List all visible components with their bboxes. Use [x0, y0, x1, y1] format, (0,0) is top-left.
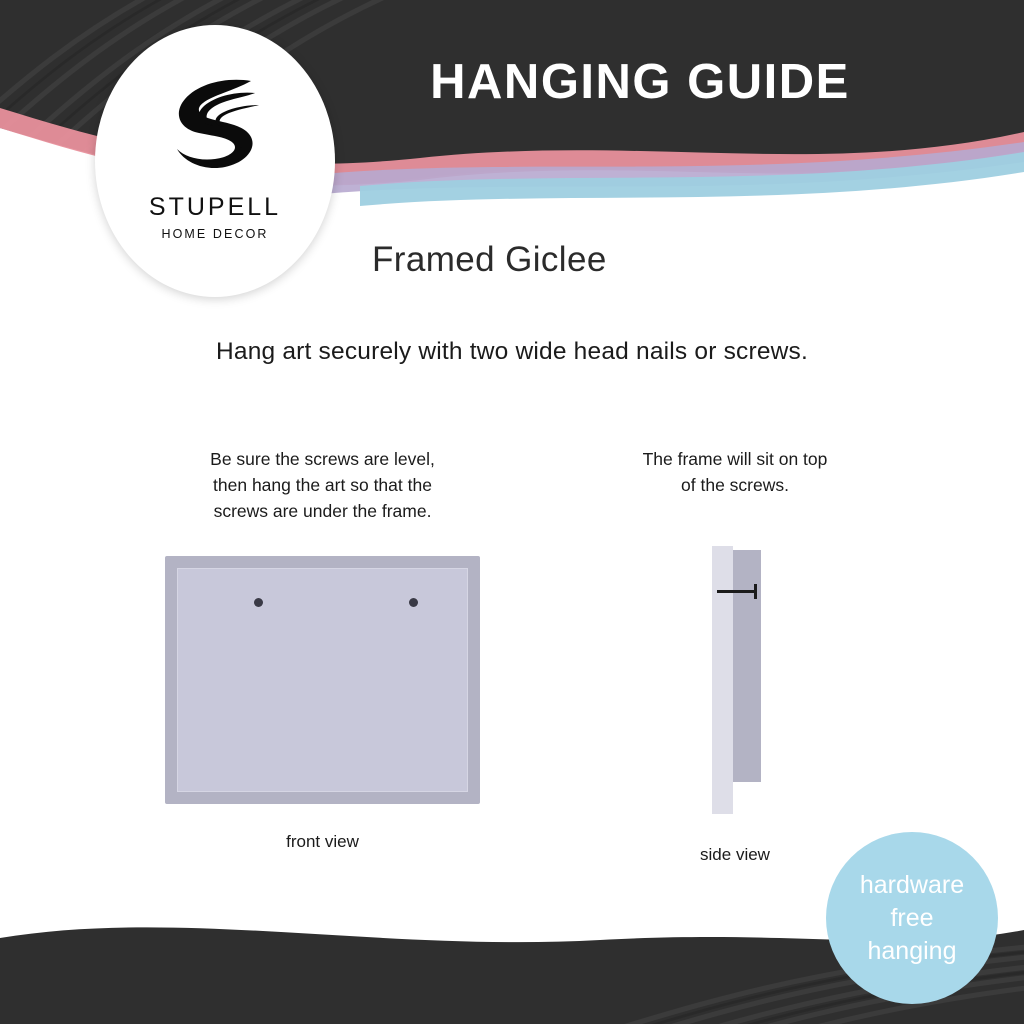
side-view-caption-line-1: The frame will sit on top	[642, 449, 828, 469]
front-view-label: front view	[286, 832, 359, 851]
brand-subtitle: HOME DECOR	[161, 227, 269, 241]
front-view-caption-line-3: screws are under the frame.	[213, 501, 432, 521]
brand-name: STUPELL	[148, 193, 282, 221]
badge-line-1: hardware	[859, 870, 965, 899]
side-view-frame-diagram	[706, 546, 786, 814]
front-view-caption-line-2: then hang the art so that the	[213, 475, 432, 495]
hardware-free-hanging-badge	[826, 832, 998, 1004]
main-instruction-text: Hang art securely with two wide head nails or screws.	[215, 338, 809, 365]
front-view-frame-diagram	[165, 556, 480, 804]
page-title: HANGING GUIDE	[430, 55, 850, 109]
front-view-artwork-area	[177, 568, 468, 792]
product-type-label: Framed Giclee	[372, 240, 607, 279]
stupell-swirl-logo-icon	[155, 67, 275, 187]
side-view-caption-block	[600, 446, 870, 498]
side-view-screw-icon	[717, 590, 757, 593]
front-view-caption-line-1: Be sure the screws are level,	[210, 449, 435, 469]
side-view-wall	[712, 546, 733, 814]
screw-dot-left-icon	[254, 598, 263, 607]
badge-line-3: hanging	[867, 936, 957, 965]
side-view-caption-line-2: of the screws.	[681, 475, 789, 495]
screw-dot-right-icon	[409, 598, 418, 607]
badge-line-2: free	[890, 903, 934, 932]
side-view-label: side view	[700, 845, 770, 864]
side-view-screw-head-icon	[754, 584, 757, 599]
front-view-caption-block	[165, 446, 480, 524]
brand-logo-badge	[95, 25, 335, 297]
